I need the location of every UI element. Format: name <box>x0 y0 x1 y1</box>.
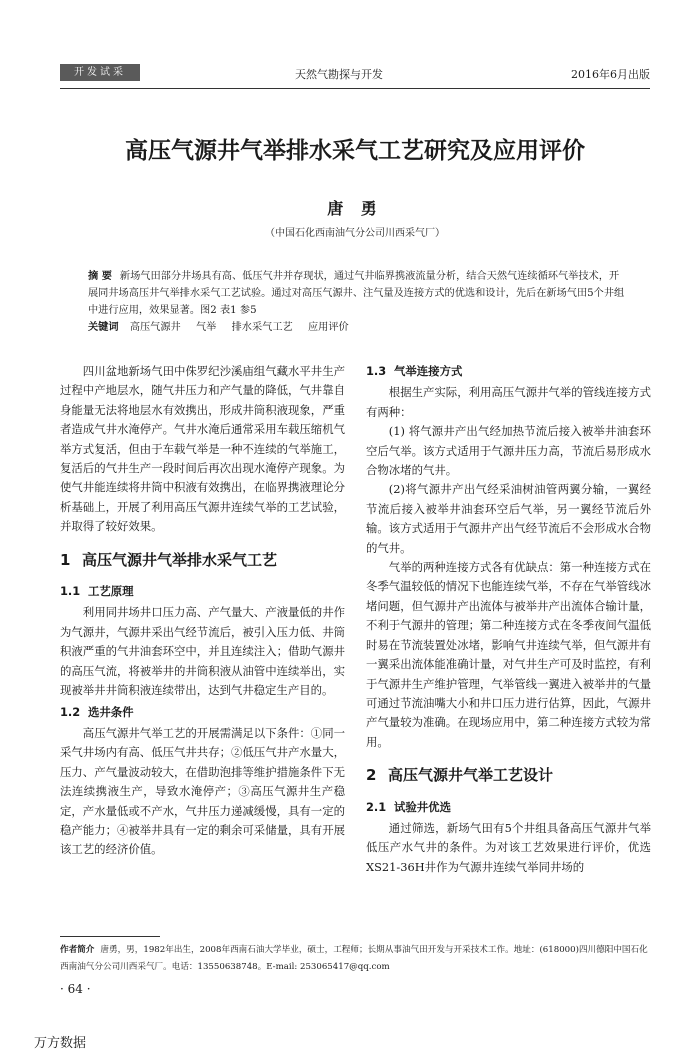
section-1-1-heading <box>60 582 345 601</box>
keyword: 应用评价 <box>308 322 349 333</box>
section-tag: 开发试采 <box>60 64 140 81</box>
keyword: 高压气源井 <box>129 322 181 333</box>
abstract-text: 新场气田部分井场具有高、低压气井并存现状，通过气井临界携液流量分析，结合天然气连续循环气举技术，开展同井场高压井气举排水采气工艺试验。通过对高压气源井、注气量及连接方式的优选和设计，先后在新场气田5个井组中进行应用，效果显著。图2 表1 参5 <box>88 271 625 316</box>
section-number: 1.3 <box>366 364 387 378</box>
right-column <box>366 362 651 877</box>
paragraph: (2)将气源井产出气经采油树油管两翼分输，一翼经节流后接入被举井油套环空后气举，另一翼经节流后外输。该方式适用于气源井产出气经节流后不会形成水合物的气井。 <box>366 482 651 555</box>
keywords-label: 关键词 <box>88 322 119 333</box>
left-column <box>60 362 345 860</box>
keywords-line <box>88 319 628 336</box>
database-watermark: 万方数据 <box>34 1036 87 1051</box>
section-number: 2.1 <box>366 799 387 814</box>
author-footnote <box>60 942 652 976</box>
section-title: 工艺原理 <box>88 584 134 599</box>
running-header <box>60 64 650 86</box>
section-1-3-heading <box>366 362 651 381</box>
footnote-label: 作者简介 <box>60 945 95 955</box>
author-name: 唐 勇 <box>327 199 383 218</box>
keyword: 气举 <box>196 322 217 333</box>
paragraph: (1) 将气源井产出气经加热节流后接入被举井油套环空后气举。该方式适用于气源井压力高，节流后易形成水合物冰堵的气井。 <box>366 424 651 478</box>
section-1-heading <box>60 551 345 570</box>
footnote-rule <box>60 936 160 937</box>
paragraph: 气举的两种连接方式各有优缺点：第一种连接方式在冬季气温较低的情况下也能连续气举，不存在气举管线冰堵问题，但气源井产出流体与被举井产出流体合输计量，不利于气源井的管理；第二种连接方式在冬季夜间气温低时易在节流装置处冰堵，影响气井连续气举，但气源井有一翼采出流体能准确计量，对气井生产可及时监控，有利于气源井生产维护管理，气举管线一翼进入被举井的气量可通过节流油嘴大小和井口压力进行估算，因此，气源井产气量较为准确。在现场应用中，第二种连接方式较为常用。 <box>366 560 651 749</box>
section-title: 试验井优选 <box>394 799 451 814</box>
keyword: 排水采气工艺 <box>231 322 293 333</box>
paragraph: 利用同井场井口压力高、产气量大、产液量低的井作为气源井，气源井采出气经节流后，被引入压力低、井筒积液严重的气井油套环空中，并且连续注入；借助气源井的高压气流，将被举井的井筒积液从油管中连续举出，实现被举井井筒积液连续带出，达到气井稳定生产目的。 <box>60 605 345 698</box>
section-2-1-heading <box>366 798 651 817</box>
section-title: 高压气源井气举工艺设计 <box>388 766 554 785</box>
affiliation: （中国石化西南油气分公司川西采气厂） <box>265 228 445 239</box>
section-2-heading <box>366 766 651 785</box>
abstract-label: 摘 要 <box>88 271 112 282</box>
abstract-block <box>88 268 628 336</box>
intro-paragraph: 四川盆地新场气田中侏罗纪沙溪庙组气藏水平井生产过程中产地层水，随气井压力和产气量的降低，气井靠自身能量无法将地层水有效携出，形成井筒积液现象，严重者造成气井水淹停产。气井水淹后通常采用车载压缩机气举方式复活，但由于车载气举是一种不连续的气举施工，复活后的气井生产一段时间后再次出现水淹停产现象。为使气井能连续将井筒中积液有效携出，在临界携液理论分析基础上，开展了利用高压气源井连续气举的工艺试验，并取得了较好效果。 <box>60 364 345 534</box>
journal-name: 天然气勘探与开发 <box>295 68 383 81</box>
paragraph: 根据生产实际，利用高压气源井气举的管线连接方式有两种： <box>366 385 651 419</box>
paragraph: 高压气源井气举工艺的开展需满足以下条件：①同一采气井场内有高、低压气井共存；②低压气井产水量大，压力、产气量波动较大，在借助泡排等维护措施条件下无法连续携液生产，导致水淹停产；③高压气源井生产稳定，产水量低或不产水，气井压力递减缓慢，具有一定的稳产能力；④被举井具有一定的剩余可采储量，具有开展该工艺的经济价值。 <box>60 725 345 857</box>
page-number: · 64 · <box>60 982 91 996</box>
paper-title: 高压气源井气举排水采气工艺研究及应用评价 <box>125 138 585 164</box>
footnote-text: 唐勇，男，1982年出生，2008年西南石油大学毕业，硕士，工程师；长期从事油气田开发与开采技术工作。地址：(618000)四川德阳中国石化西南油气分公司川西采气厂。电话：13550638748。E-mail: 253065417@qq.com <box>60 945 648 972</box>
section-title: 气举连接方式 <box>394 364 463 378</box>
section-1-2-heading <box>60 703 345 722</box>
section-number: 2 <box>366 766 377 785</box>
issue-date: 2016年6月出版 <box>571 68 650 81</box>
header-rule <box>60 88 650 89</box>
section-number: 1 <box>60 550 71 569</box>
section-title: 选井条件 <box>88 704 134 719</box>
section-number: 1.1 <box>60 584 81 599</box>
paragraph: 通过筛选，新场气田有5个井组具备高压气源井气举低压产水气井的条件。为对该工艺效果进行评价，优选XS21-36H井作为气源井连续气举同井场的 <box>366 820 651 874</box>
section-number: 1.2 <box>60 704 81 719</box>
abstract-body <box>88 268 628 319</box>
section-title: 高压气源井气举排水采气工艺 <box>82 550 278 569</box>
